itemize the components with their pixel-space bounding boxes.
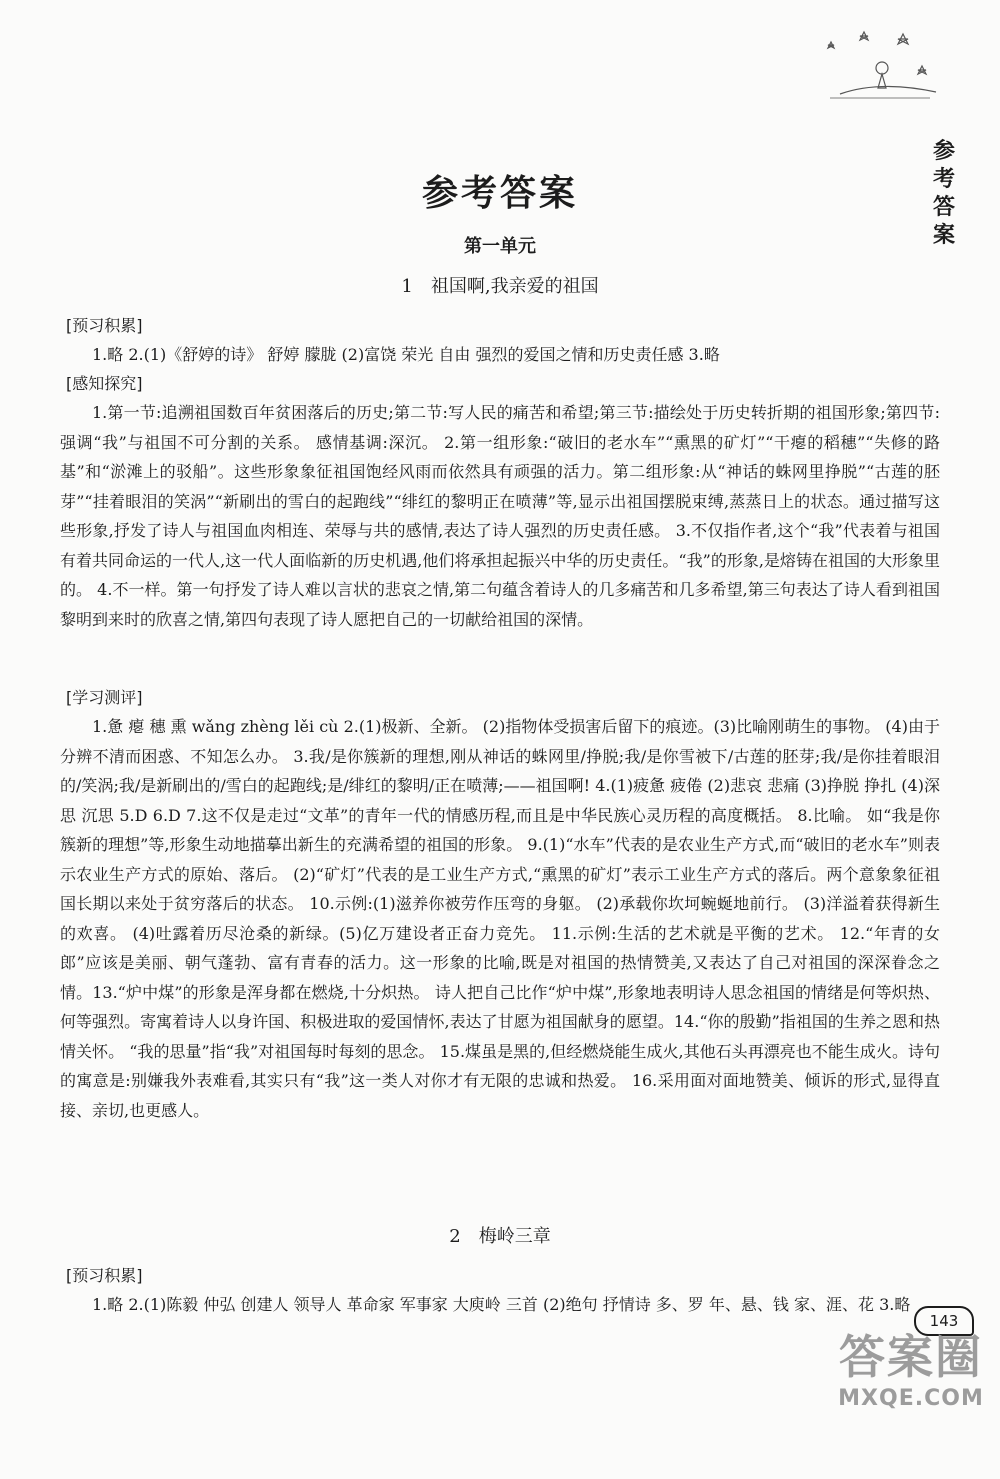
answer-section: [60, 314, 940, 370]
page-number: 143: [914, 1306, 974, 1336]
page-title: 参考答案: [421, 173, 578, 214]
side-tab-char: 考: [932, 167, 955, 192]
lesson-heading: [0, 272, 1000, 298]
section-text: 1.略 2.(1)《舒婷的诗》 舒婷 朦胧 (2)富饶 荣光 自由 强烈的爱国之情和历史责任感 3.略: [92, 345, 720, 364]
lesson-title: 梅岭三章: [478, 1226, 551, 1247]
lesson-title: 祖国啊,我亲爱的祖国: [430, 276, 599, 297]
side-tab-char: 参: [932, 139, 955, 164]
section-label: [感知探究]: [66, 374, 143, 393]
section-text: 1.惫 瘪 穗 熏 wǎng zhèng lěi cù 2.(1)极新、全新。 (2)指物体受损害后留下的痕迹。(3)比喻刚萌生的事物。 (4)由于分辨不清而困惑、不知怎么办。 3.我/是你簇新的理想,刚从神话的蛛网里/挣脱;我/是你雪被下/古莲的胚芽;我/是你挂着眼泪的/笑涡;我/是新刷出的/雪白的起跑线;是/绯红的黎明/正在喷薄;——祖国啊! 4.(1)疲惫 疲倦 (2)悲哀 悲痛 (3)挣脱 挣扎 (4)深思 沉思 5.D 6.D 7.这不仅是走过“文革”的青年一代的情感历程,而且是中华民族心灵历程的高度概括。 8.比喻。 如“我是你簇新的理想”等,形象生动地描摹出新生的充满希望的祖国的形象。 9.(1)“水车”代表的是农业生产方式,而“破旧的老水车”则表示农业生产方式的原始、落后。 (2)“矿灯”代表的是工业生产方式,“熏黑的矿灯”表示工业生产方式的落后。两个意象象征祖国长期以来处于贫穷落后的状态。 10.示例:(1)滋养你被劳作压弯的身躯。 (2)承载你坎坷蜿蜒地前行。 (3)洋溢着获得新生的欢喜。 (4)吐露着历尽沧桑的新绿。(5)亿万建设者正奋力竞先。 11.示例:生活的艺术就是平衡的艺术。 12.“年青的女郎”应该是美丽、朝气蓬勃、富有青春的活力。这一形象的比喻,既是对祖国的热情赞美,又表达了自己对祖国的深深眷念之情。13.“炉中煤”的形象是浑身都在燃烧,十分炽热。 诗人把自己比作“炉中煤”,形象地表明诗人思念祖国的情绪是何等炽热、何等强烈。寄寓着诗人以身许国、积极进取的爱国情怀,表达了甘愿为祖国献身的愿望。14.“你的殷勤”指祖国的生养之恩和热情关怀。 “我的思量”指“我”对祖国每时每刻的思念。 15.煤虽是黑的,但经燃烧能生成火,其他石头再漂亮也不能生成火。诗句的寓意是:别嫌我外表难看,其实只有“我”这一类人对你才有无限的忠诚和热爱。 16.采用面对面地赞美、倾诉的形式,显得直接、亲切,也更感人。: [60, 717, 940, 1120]
section-label: [预习积累]: [66, 1266, 143, 1285]
lesson-number: 2: [449, 1226, 461, 1247]
section-label: [学习测评]: [66, 688, 143, 707]
lesson-number: 1: [401, 276, 413, 297]
lesson-heading: [0, 1222, 1000, 1248]
watermark: [826, 1328, 996, 1412]
answer-section: [60, 372, 940, 634]
watermark-logo: 答案圈: [839, 1330, 983, 1384]
answer-section: [60, 686, 940, 1125]
header-illustration: [820, 28, 940, 108]
section-label: [预习积累]: [66, 316, 143, 335]
unit-title: 第一单元: [464, 236, 536, 257]
section-text: 1.略 2.(1)陈毅 仲弘 创建人 领导人 革命家 军事家 大庾岭 三首 (2)绝句 抒情诗 多、罗 年、悬、钱 家、涯、花 3.略: [92, 1295, 911, 1314]
side-tab-char: 案: [932, 223, 955, 248]
side-tab-char: 答: [932, 195, 955, 220]
answer-section: [60, 1264, 940, 1320]
watermark-url: MXQE.COM: [838, 1386, 984, 1411]
section-text: 1.第一节:追溯祖国数百年贫困落后的历史;第二节:写人民的痛苦和希望;第三节:描绘处于历史转折期的祖国形象;第四节:强调“我”与祖国不可分割的关系。 感情基调:深沉。 2.第一组形象:“破旧的老水车”“熏黑的矿灯”“干瘪的稻穗”“失修的路基”和“淤滩上的驳船”。这些形象象征祖国饱经风雨而依然具有顽强的活力。第二组形象:从“神话的蛛网里挣脱”“古莲的胚芽”“挂着眼泪的笑涡”“新刷出的雪白的起跑线”“绯红的黎明正在喷薄”等,显示出祖国摆脱束缚,蒸蒸日上的状态。通过描写这些形象,抒发了诗人与祖国血肉相连、荣辱与共的感情,表达了诗人强烈的历史责任感。 3.不仅指作者,这个“我”代表着与祖国有着共同命运的一代人,这一代人面临新的历史机遇,他们将承担起振兴中华的历史责任。“我”的形象,是熔铸在祖国的大形象里的。 4.不一样。第一句抒发了诗人难以言状的悲哀之情,第二句蕴含着诗人的几多痛苦和几多希望,第三句表达了诗人看到祖国黎明到来时的欣喜之情,第四句表现了诗人愿把自己的一切献给祖国的深情。: [60, 403, 940, 629]
